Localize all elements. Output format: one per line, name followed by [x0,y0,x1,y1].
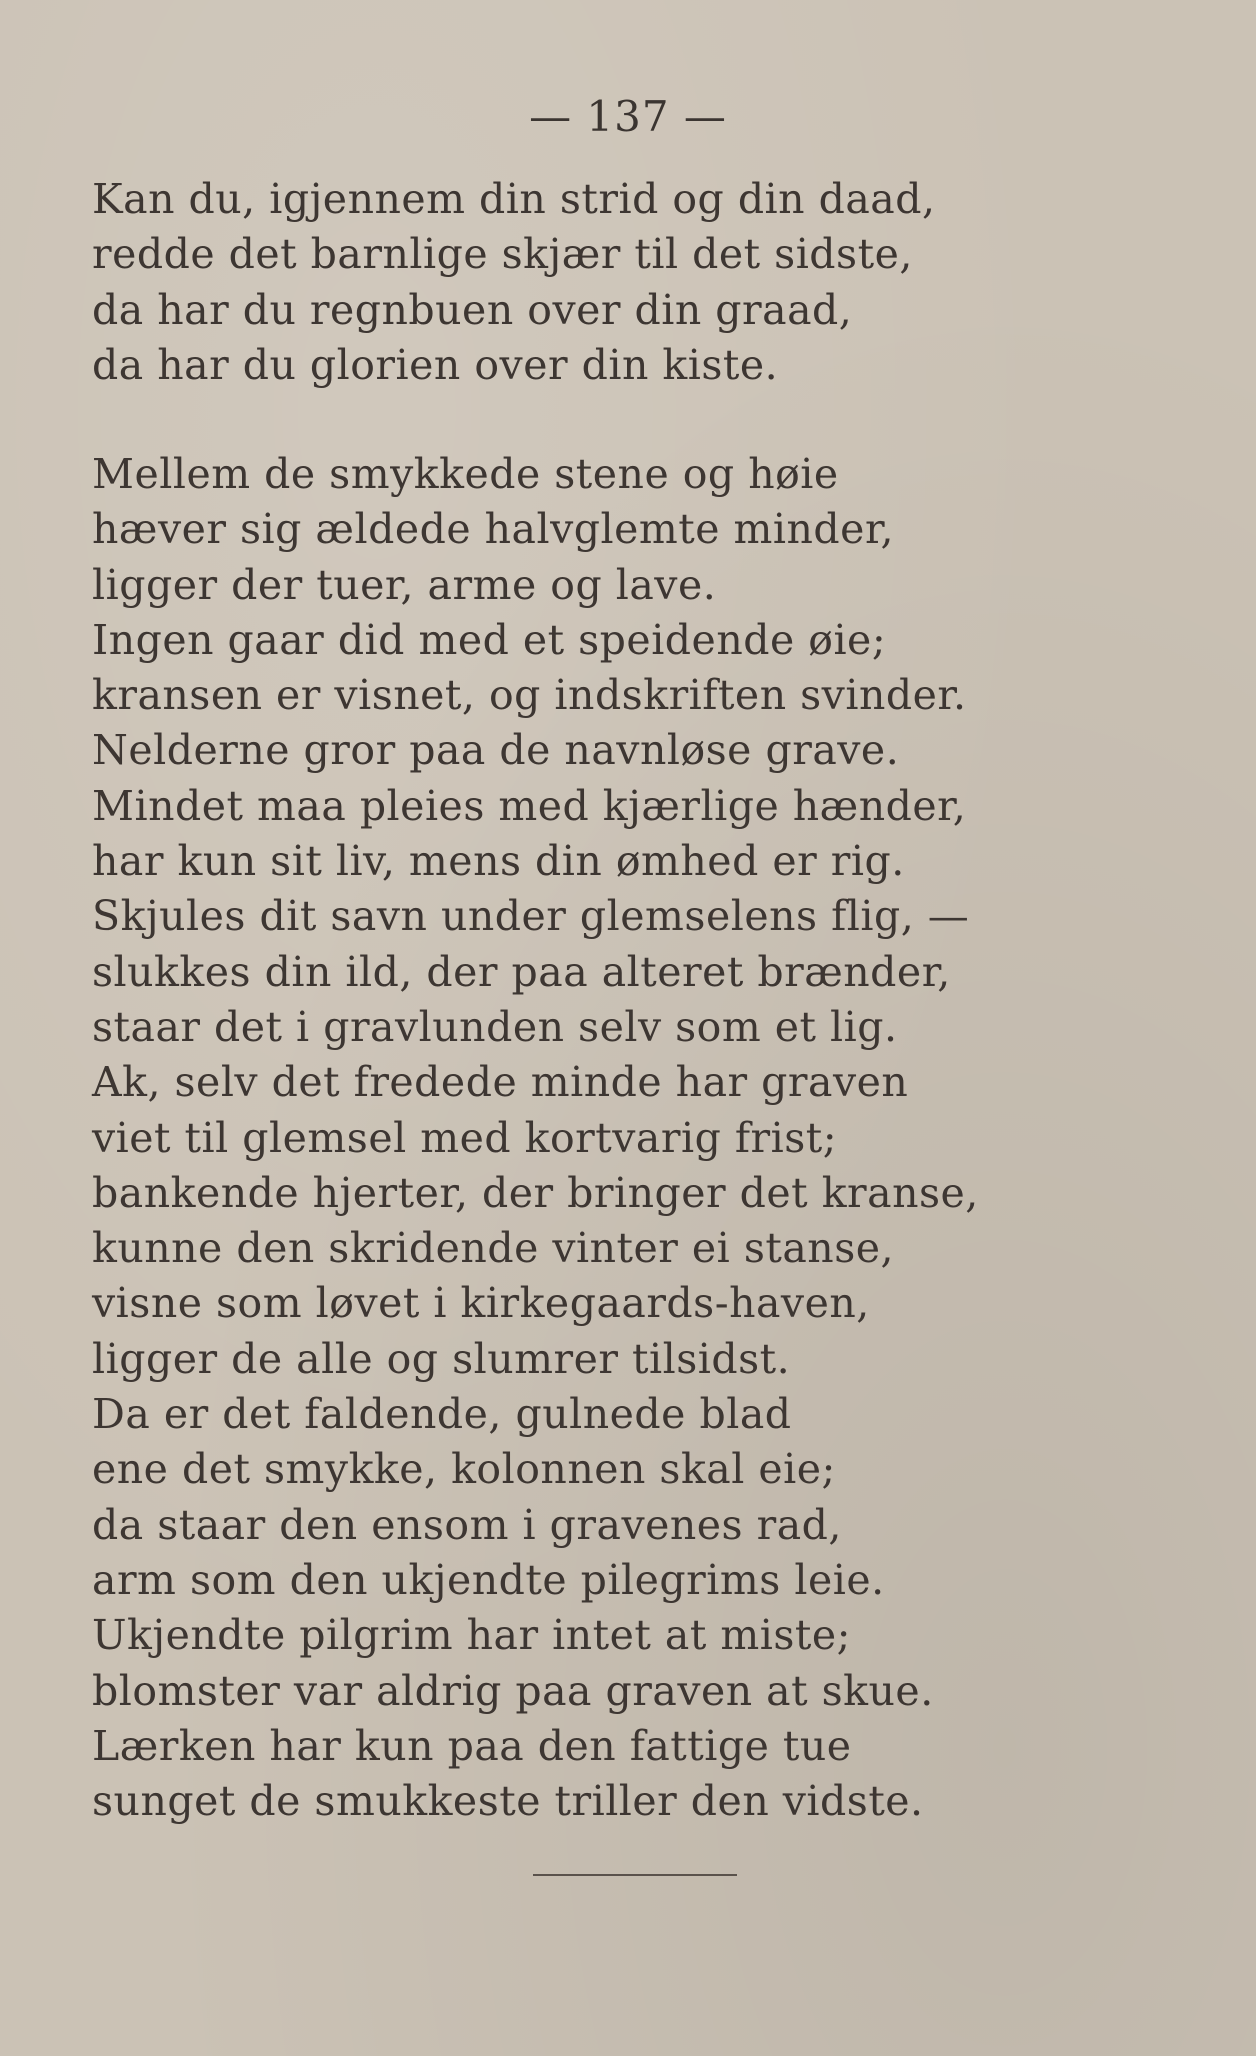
verse-line: da staar den ensom i gravenes rad, [92,1500,842,1549]
verse-line: slukkes din ild, der paa alteret brænder, [92,947,951,996]
stanza-1 [92,172,1192,393]
verse-line: blomster var aldrig paa graven at skue. [92,1666,934,1715]
verse-line: Ak, selv det fredede minde har graven [92,1058,909,1107]
verse-line: kransen er visnet, og indskriften svinder. [92,671,967,720]
verse-line: Ukjendte pilgrim har intet at miste; [92,1611,851,1660]
verse-line: viet til glemsel med kortvarig frist; [92,1113,838,1162]
verse-line: Skjules dit savn under glemselens flig, — [92,892,970,941]
verse-line: da har du regnbuen over din graad, [92,285,853,334]
verse-line: Mellem de smykkede stene og høie [92,450,839,498]
verse-line: redde det barnlige skjær til det sidste, [92,230,913,279]
verse-line: da har du glorien over din kiste. [92,340,779,389]
page-number: — 137 — [529,92,727,141]
verse-line: Lærken har kun paa den fattige tue [92,1721,852,1770]
verse-line: sunget de smukkeste triller den vidste. [92,1777,924,1826]
stanza-2 [92,447,1192,1829]
verse-line: visne som løvet i kirkegaards-haven, [92,1279,870,1328]
verse-line: ligger de alle og slumrer tilsidst. [92,1334,791,1383]
verse-line: Da er det faldende, gulnede blad [92,1390,792,1439]
verse-line: Ingen gaar did med et speidende øie; [92,615,887,664]
verse-line: bankende hjerter, der bringer det kranse, [92,1168,979,1217]
verse-line: Nelderne gror paa de navnløse grave. [92,726,900,775]
end-rule [533,1874,737,1876]
verse-line: hæver sig ældede halvglemte minder, [92,505,895,554]
verse-line: ligger der tuer, arme og lave. [92,560,717,609]
verse-line: ene det smykke, kolonnen skal eie; [92,1445,836,1494]
verse-line: arm som den ukjendte pilegrims leie. [92,1555,885,1604]
verse-line: Kan du, igjennem din strid og din daad, [92,175,936,223]
verse-line: kunne den skridende vinter ei stanse, [92,1224,895,1273]
verse-line: staar det i gravlunden selv som et lig. [92,1002,898,1051]
verse-line: Mindet maa pleies med kjærlige hænder, [92,781,967,830]
verse-line: har kun sit liv, mens din ømhed er rig. [92,837,905,886]
